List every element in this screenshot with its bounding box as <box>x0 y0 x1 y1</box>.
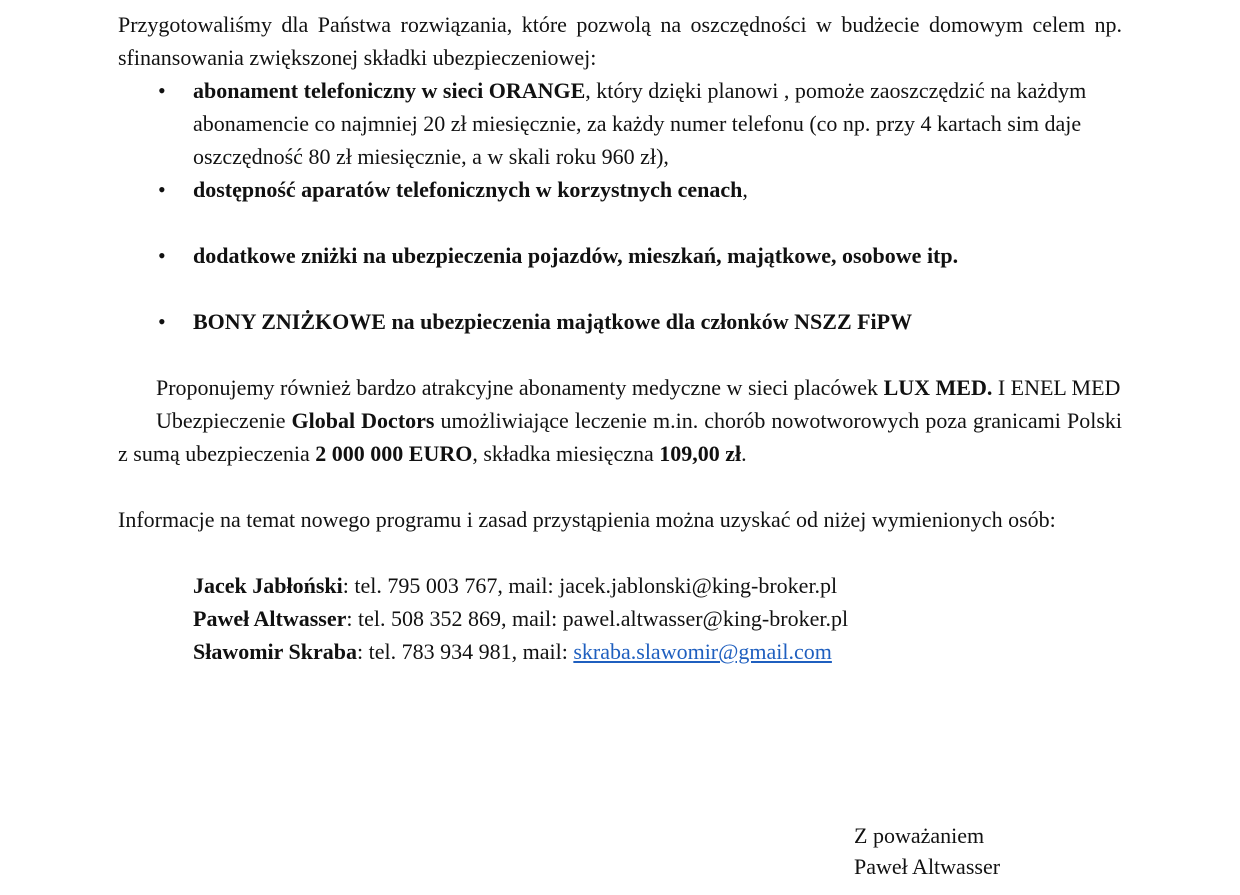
contact-row <box>193 569 1122 602</box>
gd-product-name: Global Doctors <box>291 408 435 433</box>
gd-monthly-premium: 109,00 zł <box>659 441 742 466</box>
contact-name: Sławomir Skraba <box>193 639 358 664</box>
contact-row <box>193 602 1122 635</box>
signature-block <box>854 820 1000 882</box>
contact-row <box>193 635 1122 668</box>
list-spacer <box>118 206 1122 239</box>
closing-phrase: Z poważaniem <box>854 823 985 848</box>
spacer <box>118 536 1122 569</box>
medical-paragraph <box>118 371 1122 404</box>
signer-name: Paweł Altwasser <box>854 854 1001 879</box>
luxmed-name: LUX MED. <box>883 375 993 400</box>
contact-details: : tel. 795 003 767, mail: jacek.jablonski@king-broker.pl <box>342 573 838 598</box>
spacer <box>118 338 1122 371</box>
contact-name: Paweł Altwasser <box>193 606 347 631</box>
info-paragraph: Informacje na temat nowego programu i zasad przystąpienia można uzyskać od niżej wymienionych osób: <box>118 507 1056 532</box>
list-item-vouchers <box>118 305 1122 338</box>
gd-text-3: , składka miesięczna <box>472 441 660 466</box>
devices-offer-suffix: , <box>742 177 748 202</box>
spacer <box>118 470 1122 503</box>
contact-details: : tel. 508 352 869, mail: pawel.altwasser@king-broker.pl <box>346 606 849 631</box>
email-link[interactable]: skraba.slawomir@gmail.com <box>573 639 832 664</box>
bullet-icon: • <box>158 309 166 334</box>
document-body <box>118 8 1122 668</box>
orange-offer-title: abonament telefoniczny w sieci ORANGE <box>193 78 586 103</box>
devices-offer-title: dostępność aparatów telefonicznych w korzystnych cenach <box>193 177 743 202</box>
orange-offer-description: , który dzięki planowi , pomoże zaoszczędzić na każdym abonamencie co najmniej 20 zł miesięcznie, za każdy numer telefonu (co np. przy 4 kartach sim daje oszczędność 80 zł miesięcznie, a w skali roku 960 zł), <box>193 78 1087 169</box>
contact-details: : tel. 783 934 981, mail: <box>357 639 574 664</box>
gd-sum-insured: 2 000 000 EURO <box>315 441 473 466</box>
contact-list <box>118 569 1122 668</box>
gd-text-2: umożliwiające leczenie m.in. chorób nowotworowych poza granicami Polski z sumą ubezpieczenia <box>118 408 1122 466</box>
vouchers-offer-title: BONY ZNIŻKOWE na ubezpieczenia majątkowe dla członków NSZZ FiPW <box>193 309 913 334</box>
list-item-devices <box>118 173 1122 206</box>
list-item-orange <box>118 74 1122 173</box>
list-item-discounts <box>118 239 1122 272</box>
bullet-icon: • <box>158 243 166 268</box>
discounts-offer-title: dodatkowe zniżki na ubezpieczenia pojazdów, mieszkań, majątkowe, osobowe itp. <box>193 243 959 268</box>
offer-list <box>118 74 1122 338</box>
medical-text-after: I ENEL MED <box>992 375 1121 400</box>
global-doctors-paragraph <box>118 404 1122 470</box>
bullet-icon: • <box>158 78 166 103</box>
contact-name: Jacek Jabłoński <box>193 573 343 598</box>
gd-text-1: Ubezpieczenie <box>156 408 292 433</box>
bullet-icon: • <box>158 177 166 202</box>
intro-paragraph: Przygotowaliśmy dla Państwa rozwiązania, które pozwolą na oszczędności w budżecie domowym celem np. sfinansowania zwiększonej składki ubezpieczeniowej: <box>118 12 1122 70</box>
list-spacer <box>118 272 1122 305</box>
medical-text-before: Proponujemy również bardzo atrakcyjne abonamenty medyczne w sieci placówek <box>156 375 884 400</box>
gd-text-4: . <box>741 441 747 466</box>
